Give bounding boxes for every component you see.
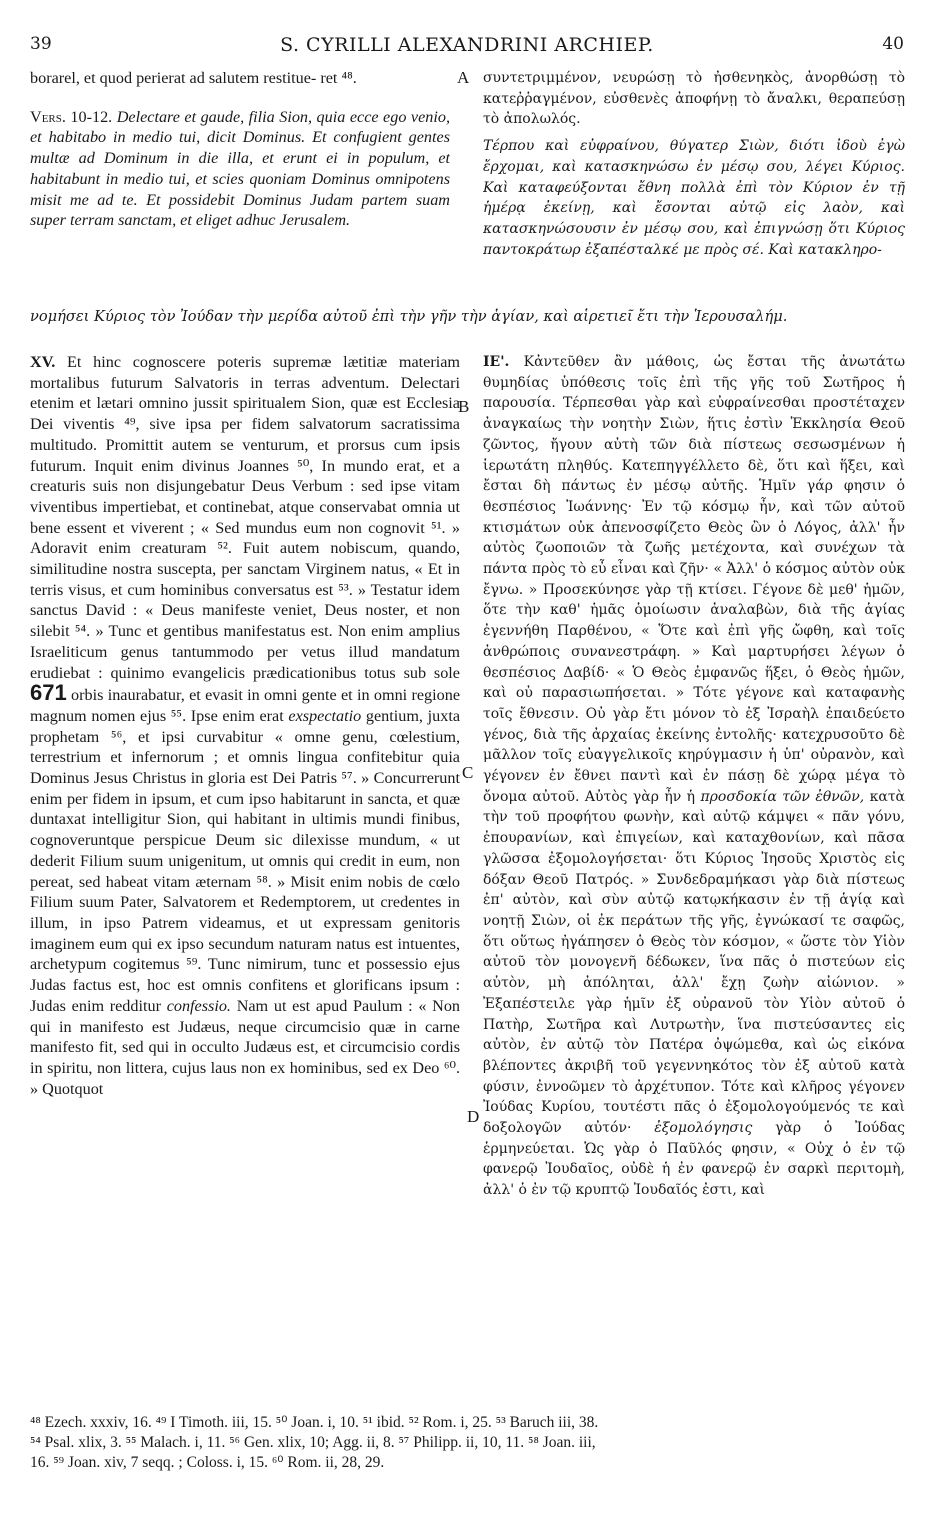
greek-prosdokia: προσδοκία τῶν ἐθνῶν, [700, 788, 865, 805]
marker-d: D [467, 1107, 480, 1126]
latin-verse-text: Delectare et gaude, filia Sion, quia ecce ego venio, et habitabo in medio tui, dicit Dominus. Et confugient gentes multæ ad Dominum in die illa, et erunt ei in populum, et habitabunt in medio tui, et scies quoniam Dominus omnipotens misit me ad te. Et possidebit Dominus Judam partem suam super terram sanctam, et eliget adhuc Jerusalem. [30, 107, 450, 230]
greek-body-2: κατὰ τὴν τοῦ προφήτου φωνὴν, καὶ αὐτῷ κάμψει « πᾶν γόνυ, ἐπουρανίων, καὶ ἐπιγείων, καὶ καταχθονίων, καὶ πᾶσα γλῶσσα ἐξομολογήσεται· ὅτι Κύριος Ἰησοῦς Χριστὸς εἰς δόξαν Θεοῦ Πατρός. » Συνδεδραμήκασι γὰρ διὰ πίστεως ἐπ' αὐτὸν, καὶ σὺν αὐτῷ κατῳκήκασιν ἐν τῇ ἁγίᾳ καὶ νοητῇ Σιὼν, οἱ ἐκ περάτων τῆς γῆς, ἐγνώκασί τε σαφῶς, ὅτι οὕτως ἠγάπησεν ὁ Θεὸς τὸν κόσμον, « ὥστε τὸν Υἱὸν αὐτοῦ τὸν μονογενῆ δέδωκεν, ἵνα πᾶς ὁ πιστεύων εἰς αὐτὸν, μὴ ἀπόληται, ἀλλ' ἔχῃ ζωὴν αἰώνιον. » Ἐξαπέστειλε γὰρ ἡμῖν ἐξ οὐρανοῦ τὸν Υἱὸν αὐτοῦ ὁ Πατὴρ, Σωτῆρα καὶ Λυτρωτὴν, ἵνα πιστεύσαντες εἰς αὐτὸν, ἐν αὐτῷ τὸν Πατέρα ὀψώμεθα, καὶ ὡς εἰκόνα βλέποντες ἀκριβῆ τοῦ γεγεννηκότος τὸν ἐξ αὐτοῦ κατὰ φύσιν, ἐννοῶμεν τὸ ἀρχέτυπον. Τότε καὶ κλῆρος γέγονεν Ἰούδας Κυρίου, τουτέστι πᾶς ὁ ἐξομολογούμενός τε καὶ δοξολογῶν αὐτόν· [483, 788, 905, 1137]
latin-body-2: orbis inaurabatur, et evasit in omni gente et in omni regione magnum nomen ejus ⁵⁵. Ipse enim erat [30, 686, 460, 725]
latin-intro: borarel, et quod perierat ad salutem restitue- ret ⁴⁸. [30, 69, 357, 87]
column-number: 671 [30, 680, 67, 706]
latin-verse [30, 107, 450, 231]
footnotes [30, 1413, 906, 1473]
marker-c: C [462, 763, 474, 782]
greek-section-label: ΙΕ'. [483, 354, 510, 370]
greek-body-1: Κἀντεῦθεν ἂν μάθοις, ὡς ἔσται τῆς ἀνωτάτω θυμηδίας ὑπόθεσις τοῖς ἐπὶ τῆς γῆς τοῦ Σωτῆρος ἡ παρουσία. Τέρπεσθαι γὰρ καὶ εὐφραίνεσθαι προστέταχεν ἀναγκαίως τὴν νοητὴν Σιὼν, ἥτις ἐστὶν Ἐκκλησία Θεοῦ ζῶντος, ἤγουν αὐτὴ τῶν διὰ πίστεως σεσωσμένων ἡ ἱερωτάτη πληθύς. Κατεπηγγέλλετο δὲ, ὅτι καὶ ἥξει, καὶ ἔσται δὴ πάντως ἐν μέσῳ αὐτῆς. Ἡμῖν γάρ φησιν ὁ θεσπέσιος Ἰωάννης· Ἐν τῷ κόσμῳ ἦν, καὶ τῶν αὐτοῦ κτισμάτων οὐκ ἀπενοσφίζετο Θεὸς ὢν ὁ Λόγος, ἀλλ' ἦν αὐτὸς ζωοποιῶν τὰ ζωῆς μετέχοντα, καὶ συνέχων τὰ πάντα πρὸς τὸ εὖ εἶναι καὶ ζῆν· « Ἀλλ' ὁ κόσμος αὐτὸν οὐκ ἔγνω. » Προσεκύνησε γὰρ τῇ κτίσει. Γέγονε δὲ μεθ' ἡμῶν, ὅτε τὴν καθ' ἡμᾶς ὁμοίωσιν ἀναλαβὼν, διὰ τῆς ἁγίας ἐγεννήθη Παρθένου, « Ὅτε καὶ ἐπὶ γῆς ὤφθη, καὶ τοῖς ἀνθρώποις συνανεστράφη. » Καὶ μαρτυρήσει λέγων ὁ θεσπέσιος Δαβίδ· « Ὁ Θεὸς ἐμφανῶς ἥξει, ὁ Θεὸς ἡμῶν, καὶ οὐ παρασιωπήσεται. » Τότε γέγονε καὶ καταφανὴς τοῖς ἔθνεσιν. Οὐ γὰρ ἔτι μόνον τὸ ἐξ Ἰσραὴλ ἐπαιδεύετο γένος, διὰ τῆς ἀρχαίας ἐκείνης ἐντολῆς· κατεχρυσοῦτο δὲ μᾶλλον τοῖς εὐαγγελικοῖς κηρύγμασιν ἡ ὑπ' οὐρανὸν, καὶ γέγονεν ἐν ἔθνει παντὶ καὶ ἐν πάσῃ δὲ χώρᾳ μέγα τὸ ὄνομα αὐτοῦ. Αὐτὸς γὰρ ἦν ἡ [483, 354, 905, 805]
latin-column-top [30, 68, 450, 310]
greek-body-3: γὰρ ὁ Ἰούδας ἑρμηνεύεται. Ὡς γὰρ ὁ Παῦλός φησιν, « Οὐχ ὁ ἐν τῷ φανερῷ Ἰουδαῖος, οὐδὲ ἡ ἐν φανερῷ ἐν σαρκὶ περιτομὴ, ἀλλ' ὁ ἐν τῷ κρυπτῷ Ἰουδαῖός ἐστι, καὶ [483, 1120, 905, 1199]
page-header [30, 34, 904, 56]
footnote-line-1: ⁴⁸ Ezech. xxxiv, 16. ⁴⁹ I Timoth. iii, 15. ⁵⁰ Joan. i, 10. ⁵¹ ibid. ⁵² Rom. i, 25. ⁵³ Baruch iii, 38. [30, 1414, 599, 1431]
footnote-line-2: ⁵⁴ Psal. xlix, 3. ⁵⁵ Malach. i, 11. ⁵⁶ Gen. xlix, 10; Agg. ii, 8. ⁵⁷ Philipp. ii, 10, 11. ⁵⁸ Joan. iii, [30, 1434, 596, 1451]
greek-column-top [483, 68, 905, 310]
marker-a: A [457, 68, 470, 87]
greek-spanning-line: νομήσει Κύριος τὸν Ἰούδαν τὴν μερίδα αὐτοῦ ἐπὶ τὴν γῆν τὴν ἁγίαν, καὶ αἱρετιεῖ ἔτι τὴν Ἱερουσαλήμ. [30, 308, 788, 325]
latin-section-label: XV. [30, 353, 56, 371]
latin-body [30, 352, 460, 1099]
latin-column-body [30, 352, 460, 1402]
latin-confessio: confessio. [166, 996, 231, 1015]
greek-verse: Τέρπου καὶ εὐφραίνου, θύγατερ Σιὼν, διότι ἰδοὺ ἐγὼ ἔρχομαι, καὶ κατασκηνώσω ἐν μέσῳ σου, λέγει Κύριος. Καὶ καταφεύξονται ἔθνη πολλὰ ἐπὶ τὸν Κύριον ἐν τῇ ἡμέρᾳ ἐκείνῃ, καὶ ἔσονται αὐτῷ εἰς λαὸν, καὶ κατασκηνώσουσιν ἐν μέσῳ σου, καὶ ἐπιγνώσῃ ὅτι Κύριος παντοκράτωρ ἐξαπέσταλκέ με πρὸς σέ. Καὶ κατακληρο- [483, 138, 905, 258]
verse-label: Vers. 10-12. [30, 107, 113, 126]
greek-exomologesis: ἐξομολόγησις [654, 1120, 753, 1137]
latin-body-4: Nam ut est apud Paulum : « Non qui in manifesto est Judæus, neque circumcisio quæ in carne manifesto fit, sed qui in occulto Judæus est, et circumcisio cordis in spiritu, non littera, cujus laus non ex hominibus, sed ex Deo ⁶⁰. » Quotquot [30, 996, 460, 1098]
footnote-line-3: 16. ⁵⁹ Joan. xiv, 7 seqq. ; Coloss. i, 15. ⁶⁰ Rom. ii, 28, 29. [30, 1454, 385, 1471]
page-number-right: 40 [882, 34, 904, 54]
latin-expectatio: exspectatio [288, 706, 362, 725]
latin-body-1: Et hinc cognoscere poteris supremæ lætitiæ materiam mortalibus futurum Salvatoris in terras adventum. Delectari etenim et lætari omnino jussit spiritualem Sion, quæ est Ecclesia Dei viventis ⁴⁹, sive ipsa per fidem salvatorum sacratissima multitudo. Promittit autem se venturum, et prorsus cum ipsis futurum. Inquit enim divinus Joannes ⁵⁰, In mundo erat, et a creaturis suis non disjungebatur Deus Verbum : sed ipse vitam viventibus impertiebat, et continebat, atque conservabat omnia ut bene essent et viverent ; « Sed mundus eum non cognovit ⁵¹. » Adoravit enim creaturam ⁵². Fuit autem nobiscum, quando, similitudine nostra suscepta, per sanctam Virginem natus, « Et in terris visus, et cum hominibus conversatus est ⁵³. » Testatur idem sanctus David : « Deus manifeste veniet, Deus noster, et non silebit ⁵⁴. » Tunc et gentibus manifestatus est. Non enim amplius Israeliticum genus tantummodo per vetus illud mandatum erudiebat : quinimo evangelicis prædicationibus totus sub sole [30, 353, 460, 682]
greek-column-body [483, 352, 905, 1402]
greek-intro: συντετριμμένον, νευρώσῃ τὸ ἠσθενηκὸς, ἀνορθώσῃ τὸ κατεῤῥαγμένον, εὐσθενὲς ἀποφήνῃ τὸ ἄναλκι, θεραπεύσῃ τὸ ἀπολωλός. [483, 70, 905, 128]
greek-body [483, 352, 905, 1201]
running-title: S. CYRILLI ALEXANDRINI ARCHIEP. [280, 34, 654, 56]
page-number-left: 39 [30, 34, 52, 54]
marker-b: B [458, 397, 470, 416]
latin-body-3: gentium, juxta prophetam ⁵⁶, et ipsi curvabitur « omne genu, cœlestium, terrestrium et infernorum ; et omnis lingua confitebitur quia Dominus Jesus Christus in gloria est Dei Patris ⁵⁷. » Concurrerunt enim per fidem in ipsum, et cum ipso habitarunt in sancta, et quæ duntaxat intelligitur Sion, qui habitant in ultimis mundi finibus, cognoveruntque perspicue Deum sic dilexisse mundum, « ut dederit Filium suum unigenitum, ut omnis qui credit in eum, non pereat, sed habeat vitam æternam ⁵⁸. » Misit enim nobis de cœlo Filium suum Pater, Salvatorem et Redemptorem, ut credentes in illum, in ipso Patrem videamus, et ut expressam genitoris imaginem eum qui ex ipso secundum naturam natus est intuentes, archetypum cogitemus ⁵⁹. Tunc nimirum, tunc et possessio ejus Judas factus est, hoc est omnis confitens et glorificans ipsum : Judas enim redditur [30, 706, 460, 1015]
